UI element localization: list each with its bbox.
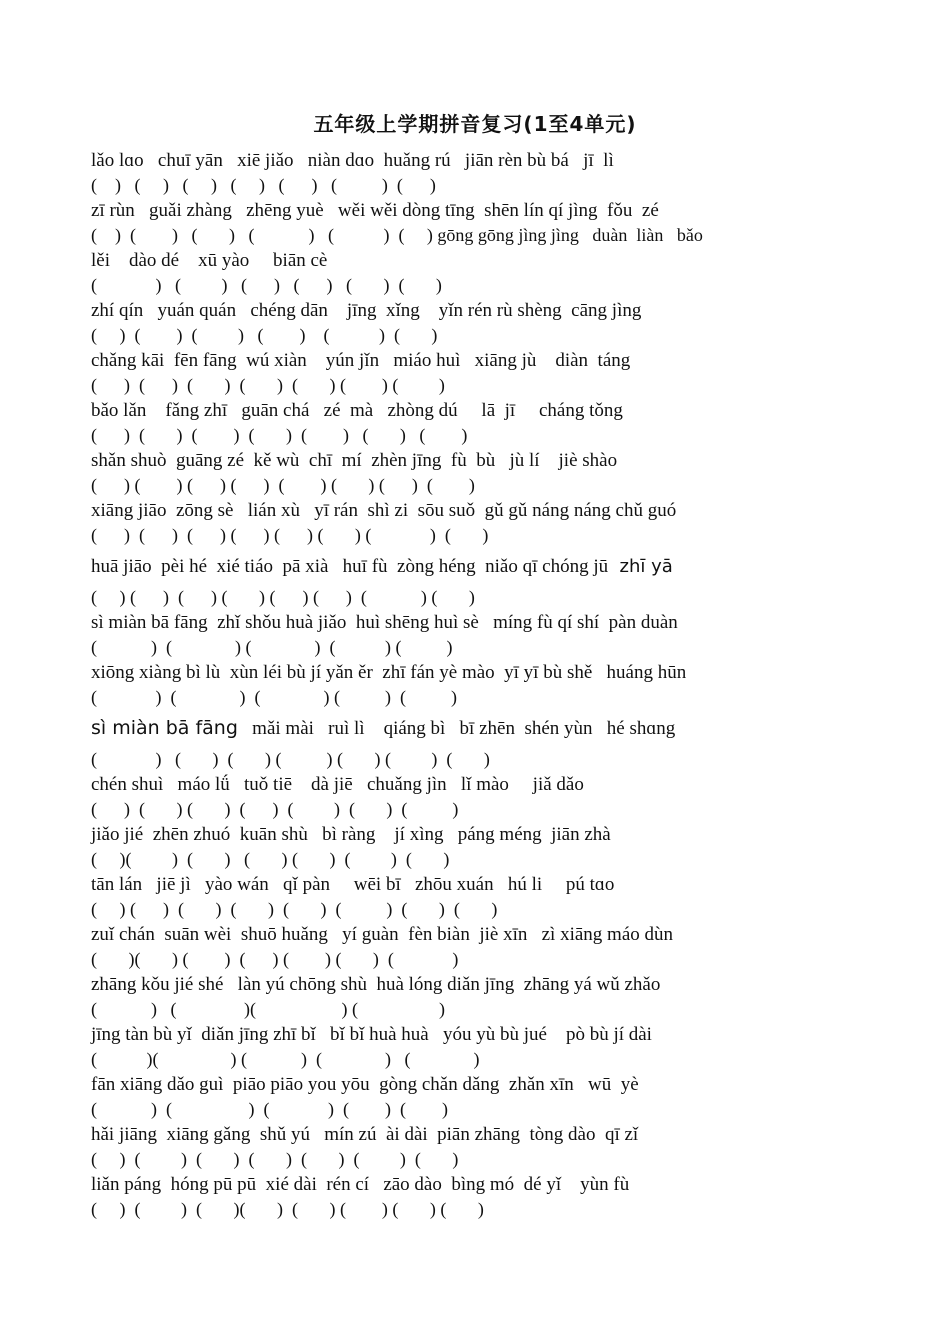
pinyin-line: xiōng xiàng bì lù xùn léi bù jí yǎn ěr zhī fán yè mào yī yī bù shě huáng hūn xyxy=(91,662,687,683)
answer-blank-line: ( ) ( ) ( ) ( ) ( ) xyxy=(91,1099,448,1119)
pinyin-line: chén shuì máo lǘ tuǒ tiē dà jiē chuǎng jìn lǐ mào jiǎ dǎo xyxy=(91,774,584,795)
pinyin-line: liǎn páng hóng pū pū xié dài rén cí zāo dào bìng mó dé yǐ yùn fù xyxy=(91,1174,630,1195)
pinyin-line: lǎo lɑo chuī yān xiē jiǎo niàn dɑo huǎng rú jiān rèn bù bá jī lì xyxy=(91,150,614,171)
answer-blank-line: ( ) ( ) ( ) ( ) ( ) ( ) ( ) xyxy=(91,175,436,195)
pinyin-text-sans: zhī yā xyxy=(608,556,673,577)
pinyin-line: jiǎo jié zhēn zhuó kuān shù bì ràng jí xìng páng méng jiān zhà xyxy=(91,824,611,845)
pinyin-line: zhí qín yuán quán chéng dān jīng xǐng yǐn rén rù shèng cāng jìng xyxy=(91,300,642,321)
pinyin-line: chǎng kāi fēn fāng wú xiàn yún jǐn miáo huì xiāng jù diàn táng xyxy=(91,350,631,371)
answer-blank-line: ( ) ( ) ( )( ) ( ) ( ) ( ) ( ) xyxy=(91,1199,484,1219)
worksheet-body xyxy=(91,148,871,1222)
pinyin-line xyxy=(91,548,871,585)
pinyin-line: tān lán jiē jì yào wán qǐ pàn wēi bī zhōu xuán hú li pú tɑo xyxy=(91,874,615,895)
pinyin-line: fān xiāng dǎo guì piāo piāo you yōu gòng chǎn dǎng zhǎn xīn wū yè xyxy=(91,1074,639,1095)
answer-blank-line: ( )( ) ( ) ( ) ( ) ( ) ( ) xyxy=(91,849,450,869)
pinyin-line: zhāng kǒu jié shé làn yú chōng shù huà lóng diǎn jīng zhāng yá wǔ zhǎo xyxy=(91,974,661,995)
answer-blank-line: ( ) ( ) ( ) ( ) ( ) ( ) ( ) xyxy=(91,425,468,445)
answer-blank-line: ( ) ( ) ( ) ( ) ( ) ( ) ( ) xyxy=(91,749,490,769)
answer-blank-line: ( ) ( ) ( ) ( ) ( ) ( ) ( ) xyxy=(91,799,459,819)
answer-blank-line: ( ) ( ) ( ) ( ) ( ) xyxy=(91,687,457,707)
answer-blank-line: ( ) ( ) ( ) ( ) ( ) ( ) xyxy=(91,275,442,295)
pinyin-line: sì miàn bā fāng zhǐ shǒu huà jiǎo huì shēng huì sè míng fù qí shí pàn duàn xyxy=(91,612,678,633)
pinyin-text-sans: sì miàn bā fāng xyxy=(91,717,238,739)
answer-blank-line: ( ) ( )( ) ( ) xyxy=(91,999,445,1019)
answer-blank-line: ( ) ( ) ( ) ( ) ( ) ( ) ( ) xyxy=(91,375,445,395)
answer-blank-line: ( ) ( ) ( ) ( ) ( ) ( ) ( ) ( ) xyxy=(91,475,475,495)
answer-blank-line: ( )( ) ( ) ( ) ( ) xyxy=(91,1049,480,1069)
answer-blank-line: ( )( ) ( ) ( ) ( ) ( ) ( ) xyxy=(91,949,459,969)
pinyin-line: zī rùn guǎi zhàng zhēng yuè wěi wěi dòng tīng shēn lín qí jìng fǒu zé xyxy=(91,200,659,221)
pinyin-line: bǎo lǎn fǎng zhī guān chá zé mà zhòng dú lā jī cháng tǒng xyxy=(91,400,623,421)
page-title: 五年级上学期拼音复习(1至4单元) xyxy=(313,112,637,136)
pinyin-line: zuǐ chán suān wèi shuō huǎng yí guàn fèn biàn jiè xīn zì xiāng máo dùn xyxy=(91,924,674,945)
pinyin-line: shǎn shuò guāng zé kě wù chī mí zhèn jīng fù bù jù lí jiè shào xyxy=(91,450,618,471)
answer-blank-line: ( ) ( ) ( ) ( ) ( ) ( ) ( ) ( ) xyxy=(91,899,498,919)
pinyin-line xyxy=(91,710,871,747)
pinyin-text: huā jiāo pèi hé xié tiáo pā xià huī fù zòng héng niǎo qī chóng jū xyxy=(91,556,609,577)
answer-blank-line: ( ) ( ) ( ) ( ) ( ) ( ) xyxy=(91,325,438,345)
answer-blank-line: ( ) ( ) ( ) ( ) ( ) xyxy=(91,637,453,657)
pinyin-line: xiāng jiāo zōng sè lián xù yī rán shì zi sōu suǒ gǔ gǔ náng náng chǔ guó xyxy=(91,500,677,521)
pinyin-line: lěi dào dé xū yào biān cè xyxy=(91,250,328,271)
answer-blank-line: ( ) ( ) ( ) ( ) ( ) ( ) ( ) xyxy=(91,1149,459,1169)
pinyin-line: hǎi jiāng xiāng gǎng shǔ yú mín zú ài dài piān zhāng tòng dào qī zǐ xyxy=(91,1124,639,1145)
answer-blank-line: ( ) ( ) ( ) ( ) ( ) ( ) ( ) ( ) xyxy=(91,525,489,545)
answer-blank-line: ( ) ( ) ( ) ( ) ( ) ( ) gōng gōng jìng jìng duàn liàn bǎo xyxy=(91,225,703,245)
pinyin-line: jīng tàn bù yǐ diǎn jīng zhī bǐ bǐ bǐ huà huà yóu yù bù jué pò bù jí dài xyxy=(91,1024,652,1045)
answer-blank-line: ( ) ( ) ( ) ( ) ( ) ( ) ( ) ( ) xyxy=(91,587,475,607)
pinyin-text: mǎi mài ruì lì qiáng bì bī zhēn shén yùn hé shɑng xyxy=(252,718,676,739)
